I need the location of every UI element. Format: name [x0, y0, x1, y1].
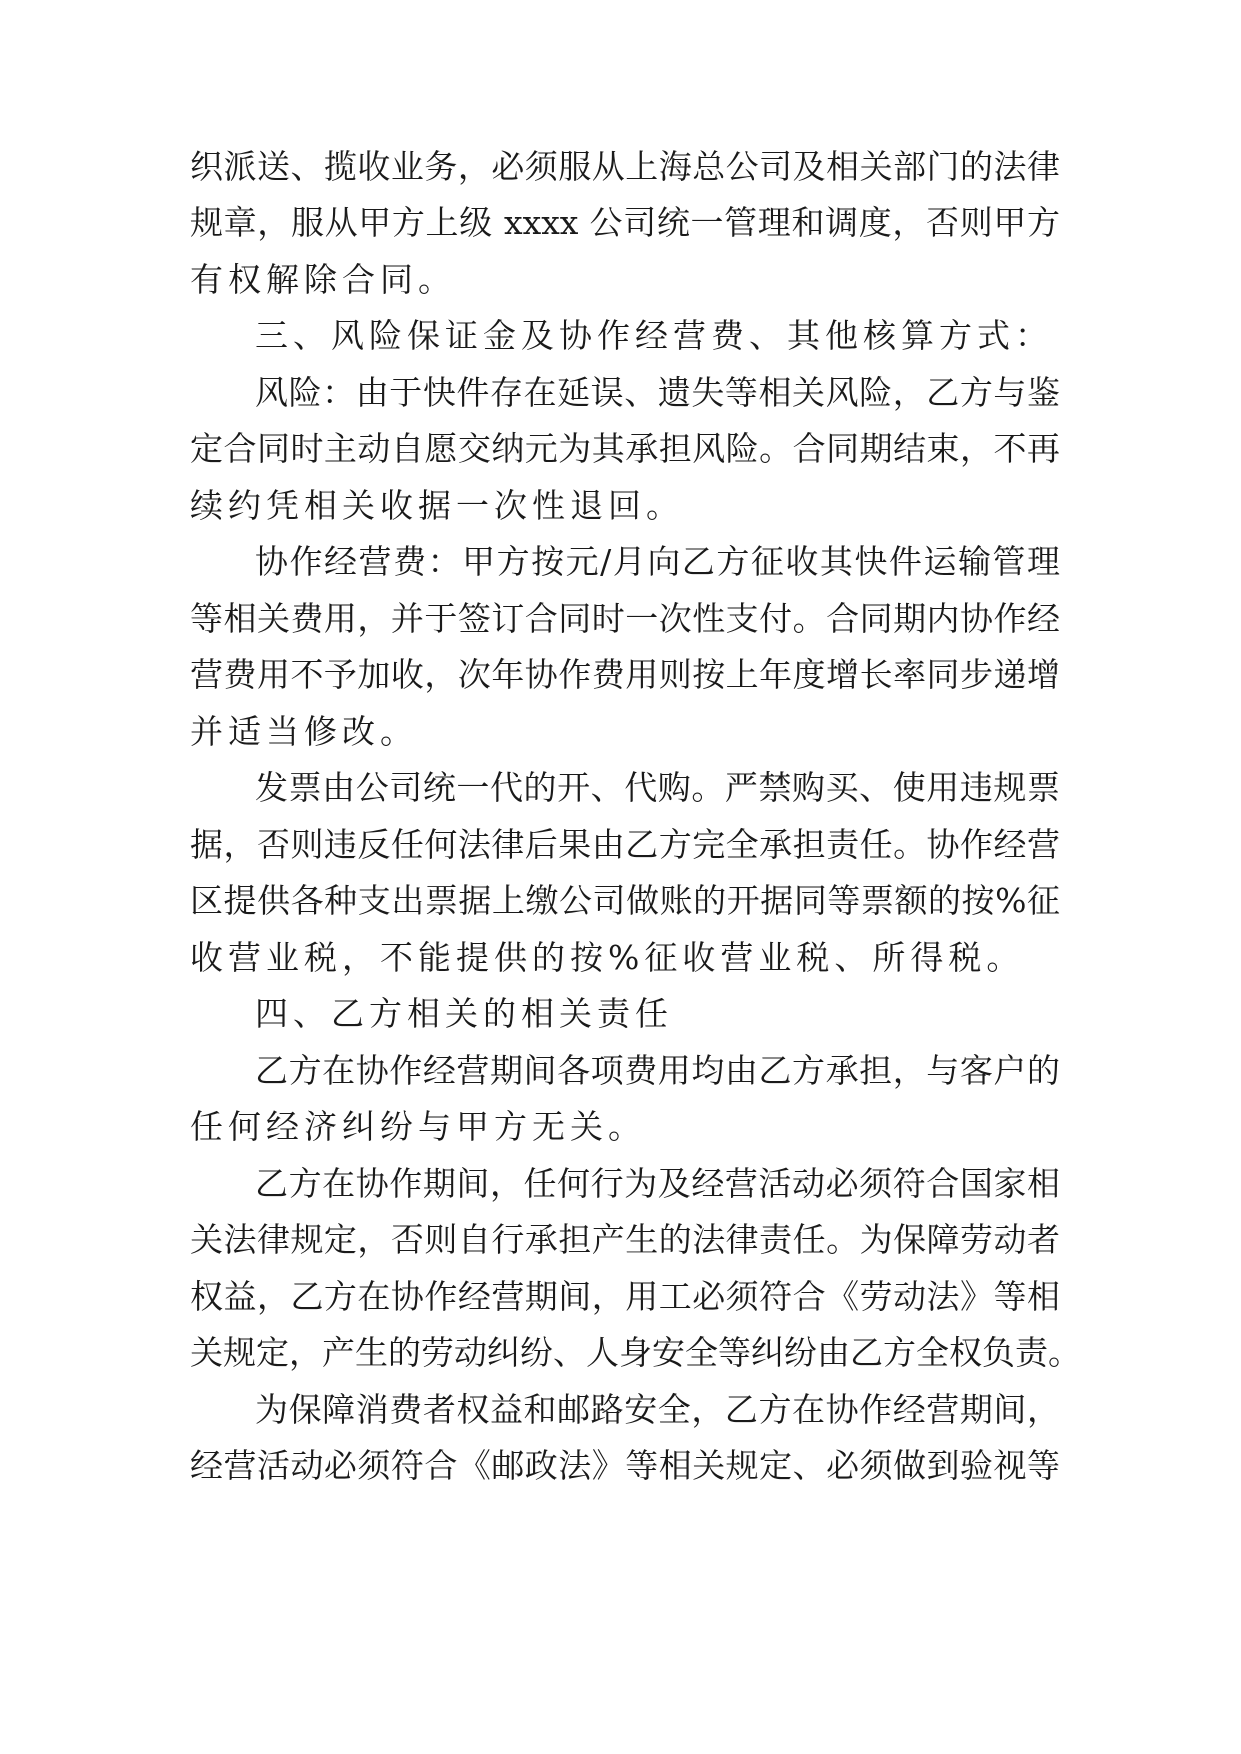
text-line: 乙方在协作经营期间各项费用均由乙方承担，与客户的 [255, 1051, 1060, 1090]
section-heading: 四、乙方相关的相关责任 [255, 994, 673, 1033]
text-line: 织派送、揽收业务，必须服从上海总公司及相关部门的法律 [190, 147, 1060, 186]
text-line: 营费用不予加收，次年协作费用则按上年度增长率同步递增 [190, 655, 1060, 694]
text-line: 任何经济纠纷与甲方无关。 [190, 1107, 646, 1146]
text-line: 规章，服从甲方上级 xxxx 公司统一管理和调度，否则甲方 [190, 203, 1060, 242]
text-line: 有权解除合同。 [190, 260, 456, 299]
text-line: 并适当修改。 [190, 712, 418, 751]
text-line: 续约凭相关收据一次性退回。 [190, 486, 684, 525]
text-line: 经营活动必须符合《邮政法》等相关规定、必须做到验视等 [190, 1446, 1060, 1485]
text-line: 风险：由于快件存在延误、遗失等相关风险，乙方与鉴 [255, 373, 1060, 412]
text-line: 关法律规定，否则自行承担产生的法律责任。为保障劳动者 [190, 1220, 1060, 1259]
text-line: 权益，乙方在协作经营期间，用工必须符合《劳动法》等相 [190, 1277, 1060, 1316]
text-line: 等相关费用，并于签订合同时一次性支付。合同期内协作经 [190, 599, 1060, 638]
text-line: 发票由公司统一代的开、代购。严禁购买、使用违规票 [255, 768, 1060, 807]
text-line: 据，否则违反任何法律后果由乙方完全承担责任。协作经营 [190, 825, 1060, 864]
text-line: 乙方在协作期间，任何行为及经营活动必须符合国家相 [255, 1164, 1060, 1203]
section-heading: 三、风险保证金及协作经营费、其他核算方式： [255, 316, 1053, 355]
text-line: 定合同时主动自愿交纳元为其承担风险。合同期结束，不再 [190, 429, 1060, 468]
text-line: 收营业税，不能提供的按%征收营业税、所得税。 [190, 938, 1025, 977]
text-line: 区提供各种支出票据上缴公司做账的开据同等票额的按%征 [190, 881, 1060, 920]
text-line: 协作经营费：甲方按元/月向乙方征收其快件运输管理 [255, 542, 1060, 581]
text-line: 关规定，产生的劳动纠纷、人身安全等纠纷由乙方全权负责。 [190, 1333, 1081, 1372]
text-line: 为保障消费者权益和邮路安全，乙方在协作经营期间， [255, 1390, 1060, 1429]
